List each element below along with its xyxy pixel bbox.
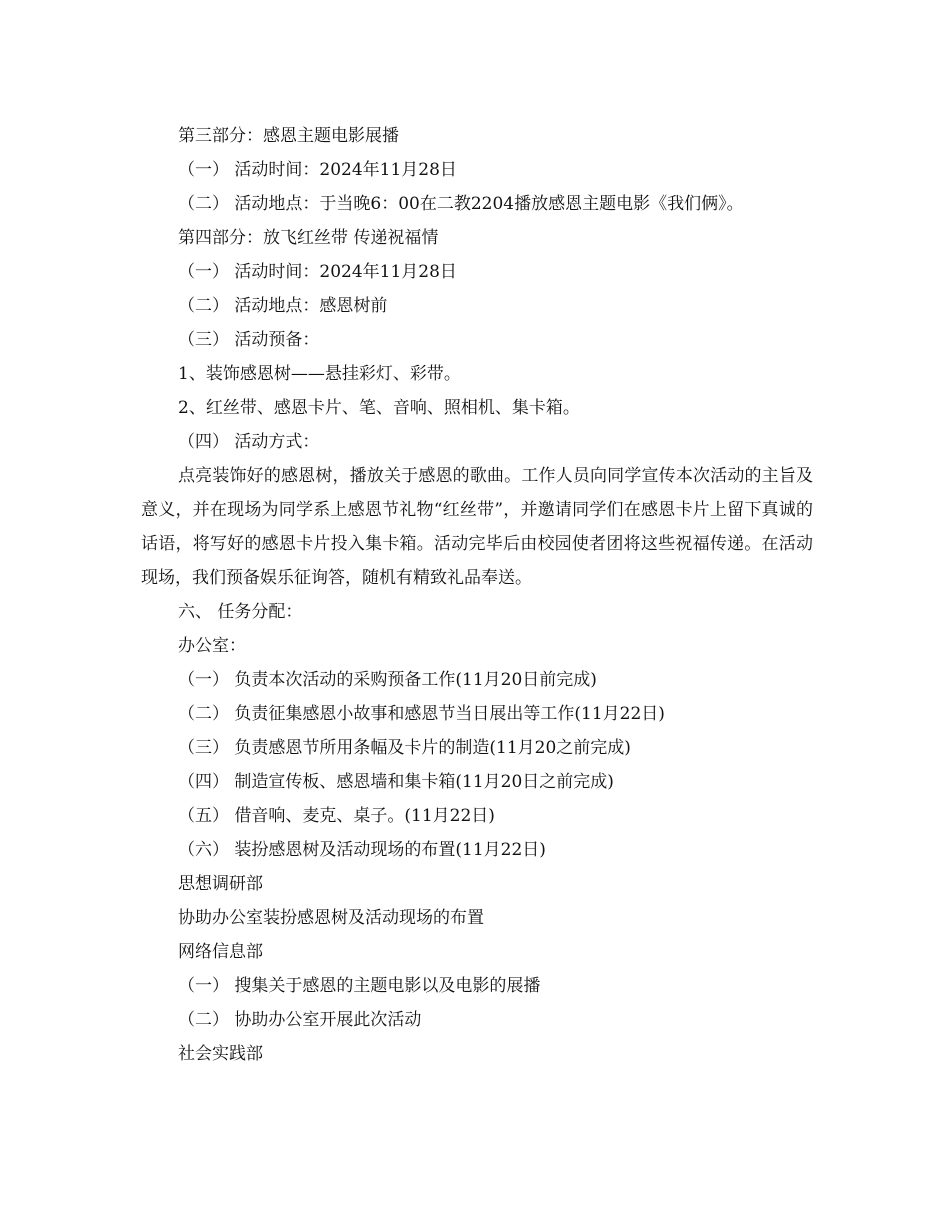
text-line: （一） 活动时间：2024年11月28日 (178, 160, 457, 180)
text-line: （一） 搜集关于感恩的主题电影以及电影的展播 (178, 976, 541, 996)
text-line: （四） 活动方式： (178, 432, 320, 452)
department-heading: 网络信息部 (178, 942, 263, 962)
text-line: （二） 协助办公室开展此次活动 (178, 1010, 422, 1030)
text-line: （三） 活动预备： (178, 330, 320, 350)
text-line: （一） 负责本次活动的采购预备工作(11月20日前完成) (178, 670, 597, 690)
text-line: （三） 负责感恩节所用条幅及卡片的制造(11月20之前完成) (178, 738, 631, 758)
text-line: （四） 制造宣传板、感恩墙和集卡箱(11月20日之前完成) (178, 772, 614, 792)
text-line: （二） 活动地点：感恩树前 (178, 296, 388, 316)
section-heading: 六、 任务分配： (178, 602, 303, 622)
text-line: （二） 负责征集感恩小故事和感恩节当日展出等工作(11月22日) (178, 704, 665, 724)
text-line: （二） 活动地点：于当晚6：00在二教2204播放感恩主题电影《我们俩》。 (178, 194, 744, 214)
section-heading: 第三部分：感恩主题电影展播 (178, 126, 399, 146)
department-heading: 办公室： (178, 636, 246, 656)
text-line: 1、装饰感恩树——悬挂彩灯、彩带。 (178, 364, 461, 384)
text-line: 2、红丝带、感恩卡片、笔、音响、照相机、集卡箱。 (178, 398, 580, 418)
document-body (141, 119, 813, 1071)
text-line: 协助办公室装扮感恩树及活动现场的布置 (178, 908, 484, 928)
department-heading: 社会实践部 (178, 1044, 263, 1064)
text-line: （五） 借音响、麦克、桌子。(11月22日) (178, 806, 495, 826)
department-heading: 思想调研部 (178, 874, 263, 894)
body-paragraph: 点亮装饰好的感恩树，播放关于感恩的歌曲。工作人员向同学宣传本次活动的主旨及意义，并在现场为同学系上感恩节礼物“红丝带”，并邀请同学们在感恩卡片上留下真诚的话语，将写好的感恩卡片投入集卡箱。活动完毕后由校园使者团将这些祝福传递。在活动现场，我们预备娱乐征询答，随机有精致礼品奉送。 (141, 466, 813, 588)
text-line: （一） 活动时间：2024年11月28日 (178, 262, 457, 282)
section-heading: 第四部分：放飞红丝带 传递祝福情 (178, 228, 439, 248)
text-line: （六） 装扮感恩树及活动现场的布置(11月22日) (178, 840, 546, 860)
